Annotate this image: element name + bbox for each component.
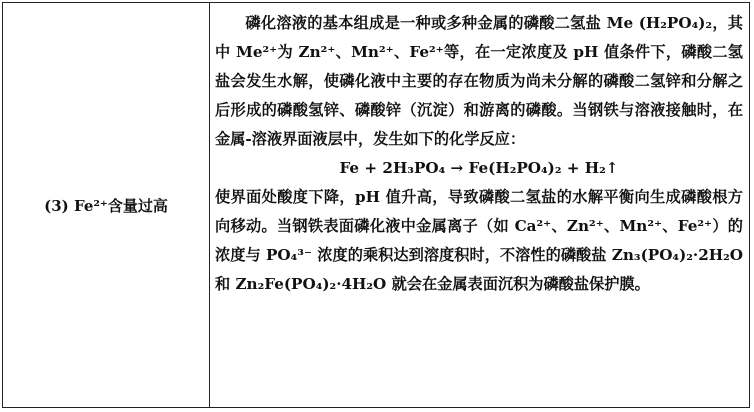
paragraph-intro: 磷化溶液的基本组成是一种或多种金属的磷酸二氢盐 Me (H₂PO₄)₂，其中 Me²⁺为 Zn²⁺、Mn²⁺、Fe²⁺等，在一定浓度及 pH 值条件下，磷酸二氢盐会发生水解，使磷化液中主要的存在物质为尚未分解的磷酸二氢锌和分解之后形成的磷酸氢锌、磷酸锌（沉淀）和游离的磷酸。当钢铁与溶液接触时，在金属-溶液界面液层中，发生如下的化学反应： <box>215 14 743 148</box>
label-cell <box>3 3 209 407</box>
reaction-equation: Fe + 2H₃PO₄ → Fe(H₂PO₄)₂ + H₂↑ <box>339 159 619 177</box>
paragraph-result: 使界面处酸度下降，pH 值升高，导致磷酸二氢盐的水解平衡向生成磷酸根方向移动。当钢铁表面磷化液中金属离子（如 Ca²⁺、Zn²⁺、Mn²⁺、Fe²⁺）的浓度与 PO₄³⁻ 浓度的乘积达到溶度积时，不溶性的磷酸盐 Zn₃(PO₄)₂·2H₂O 和 Zn₂Fe(PO₄)₂·4H₂O 就会在金属表面沉积为磷酸盐保护膜。 <box>215 188 743 293</box>
content-cell <box>215 9 743 299</box>
table-frame <box>2 2 750 408</box>
cell-divider <box>209 3 210 407</box>
row-label: (3) Fe²⁺含量过高 <box>44 196 168 215</box>
